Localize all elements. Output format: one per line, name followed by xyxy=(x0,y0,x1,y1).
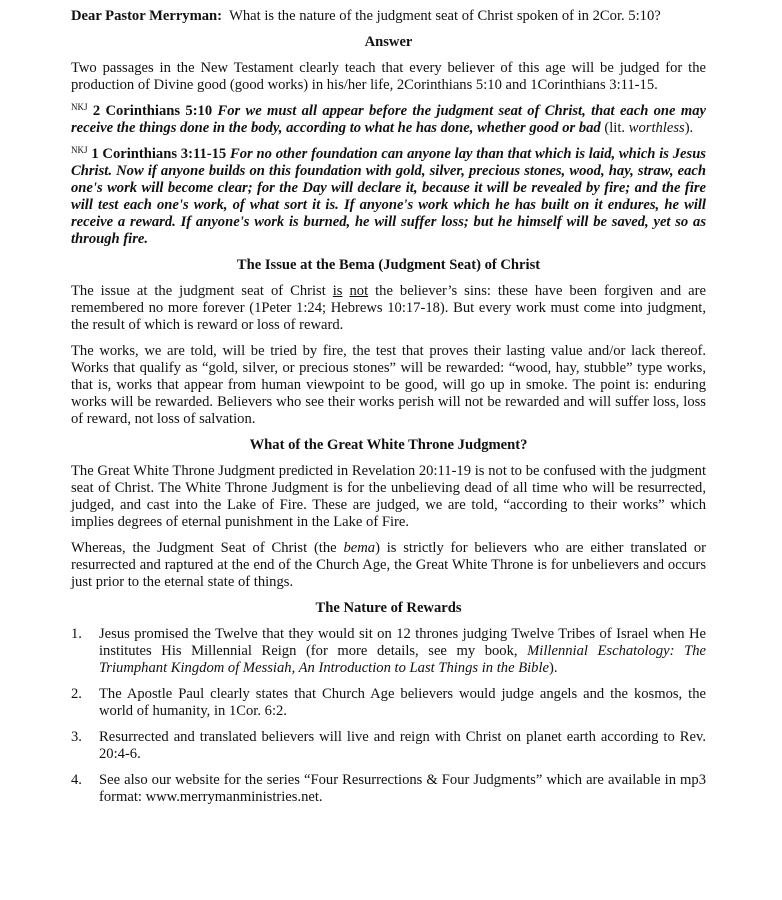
answer-heading: Answer xyxy=(364,34,413,50)
version-tag: NKJ xyxy=(71,102,88,112)
rewards-list xyxy=(71,626,706,806)
list-number: 1. xyxy=(71,626,82,642)
underlined-not: not xyxy=(349,283,369,299)
verse-note-open: (lit. xyxy=(604,120,626,136)
list-item-text: See also our website for the series “Four Resurrections & Four Judgments” which are available in mp3 format: www.merrymanministries.net. xyxy=(99,772,706,805)
question-text: What is the nature of the judgment seat of Christ spoken of in 2Cor. 5:10? xyxy=(229,8,661,24)
text-run: The issue at the judgment seat of Christ xyxy=(71,283,326,299)
text-run: the believer’s sins: these have been forgiven and are remembered no more forever (1Peter 1:24; Hebrews 10:17-18). But every work must come into judgment, the result of which is reward or loss of reward. xyxy=(71,283,706,333)
verse-note-close: ). xyxy=(684,120,694,136)
intro-paragraph: Two passages in the New Testament clearly teach that every believer of this age will be judged for the production of Divine good (good works) in his/her life, 2Corinthians 5:10 and 1Corinthians 3:11-15. xyxy=(71,60,706,93)
text-run: ). xyxy=(549,660,558,676)
verse-note-word: worthless xyxy=(628,120,685,136)
list-item xyxy=(71,686,706,720)
list-number: 4. xyxy=(71,772,82,788)
verse-reference: 1 Corinthians 3:11-15 xyxy=(91,146,227,162)
list-number: 2. xyxy=(71,686,82,702)
verse-2-corinthians xyxy=(71,103,706,137)
verse-reference: 2 Corinthians 5:10 xyxy=(92,103,213,119)
underlined-is: is xyxy=(332,283,343,299)
version-tag: NKJ xyxy=(71,145,88,155)
book-title: Millennial Eschatology: The Triumphant Kingdom of Messiah, An Introduction to Last Things in the Bible xyxy=(99,643,706,676)
bema-paragraph-1 xyxy=(71,283,706,334)
section-heading-bema: The Issue at the Bema (Judgment Seat) of Christ xyxy=(236,257,541,273)
white-throne-paragraph-1: The Great White Throne Judgment predicted in Revelation 20:11-19 is not to be confused with the judgment seat of Christ. The White Throne Judgment is for the unbelieving dead of all time who will be resurrected, judged, and cast into the Lake of Fire. These are judged, we are told, “according to their works” which implies degrees of eternal punishment in the Lake of Fire. xyxy=(71,463,706,530)
list-item-text: The Apostle Paul clearly states that Church Age believers would judge angels and the kosmos, the world of humanity, in 1Cor. 6:2. xyxy=(99,686,706,719)
section-heading-rewards: The Nature of Rewards xyxy=(315,600,462,616)
salutation: Dear Pastor Merryman: xyxy=(71,8,223,24)
bema-word: bema xyxy=(343,540,376,556)
verse-text: For no other foundation can anyone lay than that which is laid, which is Jesus Christ. Now if anyone builds on this foundation with gold, silver, precious stones, wood, hay, straw, each one's work will become clear; for the Day will declare it, because it will be revealed by fire; and the fire will test each one's work, of what sort it is. If anyone's work which he has built on it endures, he will receive a reward. If anyone's work is burned, he will suffer loss; but he himself will be saved, yet so as through fire. xyxy=(71,146,706,247)
list-item xyxy=(71,772,706,806)
list-item-text: Resurrected and translated believers will live and reign with Christ on planet earth according to Rev. 20:4-6. xyxy=(99,729,706,762)
white-throne-paragraph-2 xyxy=(71,540,706,591)
verse-text: For we must all appear before the judgment seat of Christ, that each one may receive the things done in the body, according to what he has done, whether good or bad xyxy=(71,103,706,136)
text-run: ) is strictly for believers who are either translated or resurrected and raptured at the end of the Church Age, the Great White Throne is for unbelievers and occurs just prior to the eternal state of things. xyxy=(71,540,706,590)
list-item xyxy=(71,729,706,763)
list-item xyxy=(71,626,706,677)
opening-line xyxy=(71,8,706,25)
list-number: 3. xyxy=(71,729,82,745)
text-run: Jesus promised the Twelve that they would sit on 12 thrones judging Twelve Tribes of Israel when He institutes His Millennial Reign (for more details, see my book, xyxy=(99,626,706,659)
bema-paragraph-2: The works, we are told, will be tried by fire, the test that proves their lasting value and/or lack thereof. Works that qualify as “gold, silver, or precious stones” will be rewarded: “wood, hay, stubble” type works, that is, works that appear from human viewpoint to be good, will go up in smoke. The point is: enduring works will be rewarded. Believers who see their works perish will not be rewarded and will suffer loss, loss of reward, not loss of salvation. xyxy=(71,343,706,427)
verse-1-corinthians xyxy=(71,146,706,248)
section-heading-white-throne: What of the Great White Throne Judgment? xyxy=(249,437,528,453)
list-item-text xyxy=(99,626,706,677)
text-run: Whereas, the Judgment Seat of Christ (the xyxy=(71,540,337,556)
